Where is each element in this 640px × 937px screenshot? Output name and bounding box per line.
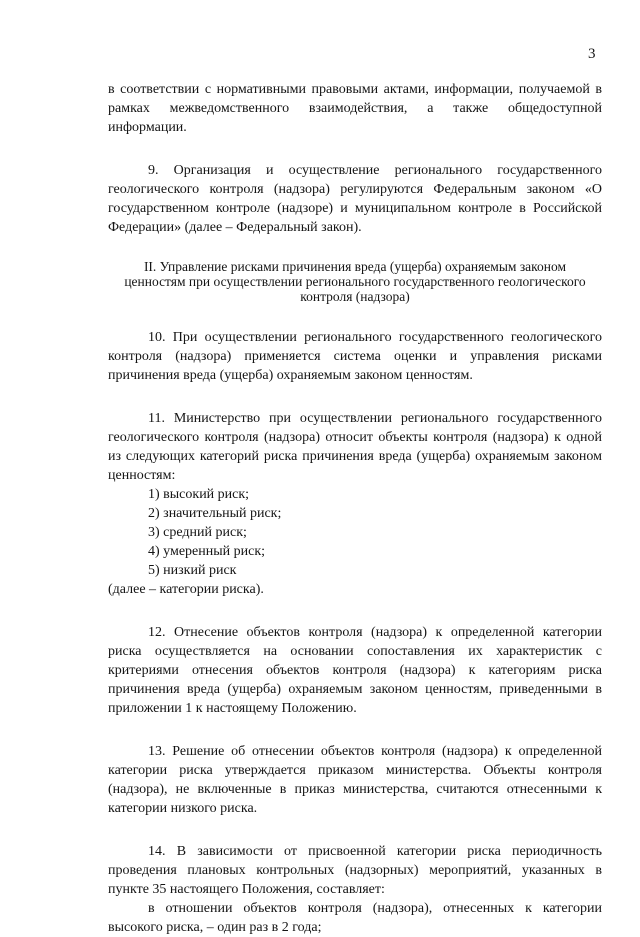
risk-category-item: 4) умеренный риск; (148, 544, 266, 559)
paragraph-11: 11. Министерство при осуществлении регионального государственного геологического контроля (надзора) относит объекты контроля (надзора) к одной из следующих категорий риска причинения вреда (ущерба) охраняемым законом ценностям: (108, 411, 602, 483)
paragraph-intro-continuation: в соответствии с нормативными правовыми актами, информации, получаемой в рамках межведомственного взаимодействия, а также общедоступной информации. (108, 82, 602, 135)
paragraph-9: 9. Организация и осуществление регионального государственного геологического контроля (надзора) регулируются Федеральным законом «О государственном контроле (надзоре) и муниципальном контроле в Российской Федерации» (далее – Федеральный закон). (108, 163, 602, 235)
document-body (108, 80, 602, 937)
risk-category-item: 5) низкий риск (148, 563, 237, 578)
paragraph-10: 10. При осуществлении регионального государственного геологического контроля (надзора) применяется система оценки и управления рисками причинения вреда (ущерба) охраняемым законом ценностям. (108, 330, 602, 383)
page-number: 3 (588, 46, 596, 62)
paragraph-12: 12. Отнесение объектов контроля (надзора) к определенной категории риска осуществляется на основании сопоставления их характеристик с критериями отнесения объектов контроля (надзора) к категориям риска причинения вреда (ущерба) охраняемым законом ценностям, приведенными в приложении 1 к настоящему Положению. (108, 625, 602, 716)
risk-category-item: 3) средний риск; (148, 525, 247, 540)
paragraph-14-subitem: в отношении объектов контроля (надзора), отнесенных к категории высокого риска, – один раз в 2 года; (108, 901, 602, 935)
paragraph-14: 14. В зависимости от присвоенной категории риска периодичность проведения плановых контрольных (надзорных) мероприятий, указанных в пункте 35 настоящего Положения, составляет: (108, 844, 602, 897)
paragraph-13: 13. Решение об отнесении объектов контроля (надзора) к определенной категории риска утверждается приказом министерства. Объекты контроля (надзора), не включенные в приказ министерства, считаются отнесенными к категории низкого риска. (108, 744, 602, 816)
risk-category-item: 2) значительный риск; (148, 506, 282, 521)
paragraph-11-ending: (далее – категории риска). (108, 582, 264, 597)
risk-category-item: 1) высокий риск; (148, 487, 250, 502)
section-heading: II. Управление рисками причинения вреда (ущерба) охраняемым законом ценностям при осуществлении регионального государственного геологического контроля (надзора) (124, 259, 586, 304)
